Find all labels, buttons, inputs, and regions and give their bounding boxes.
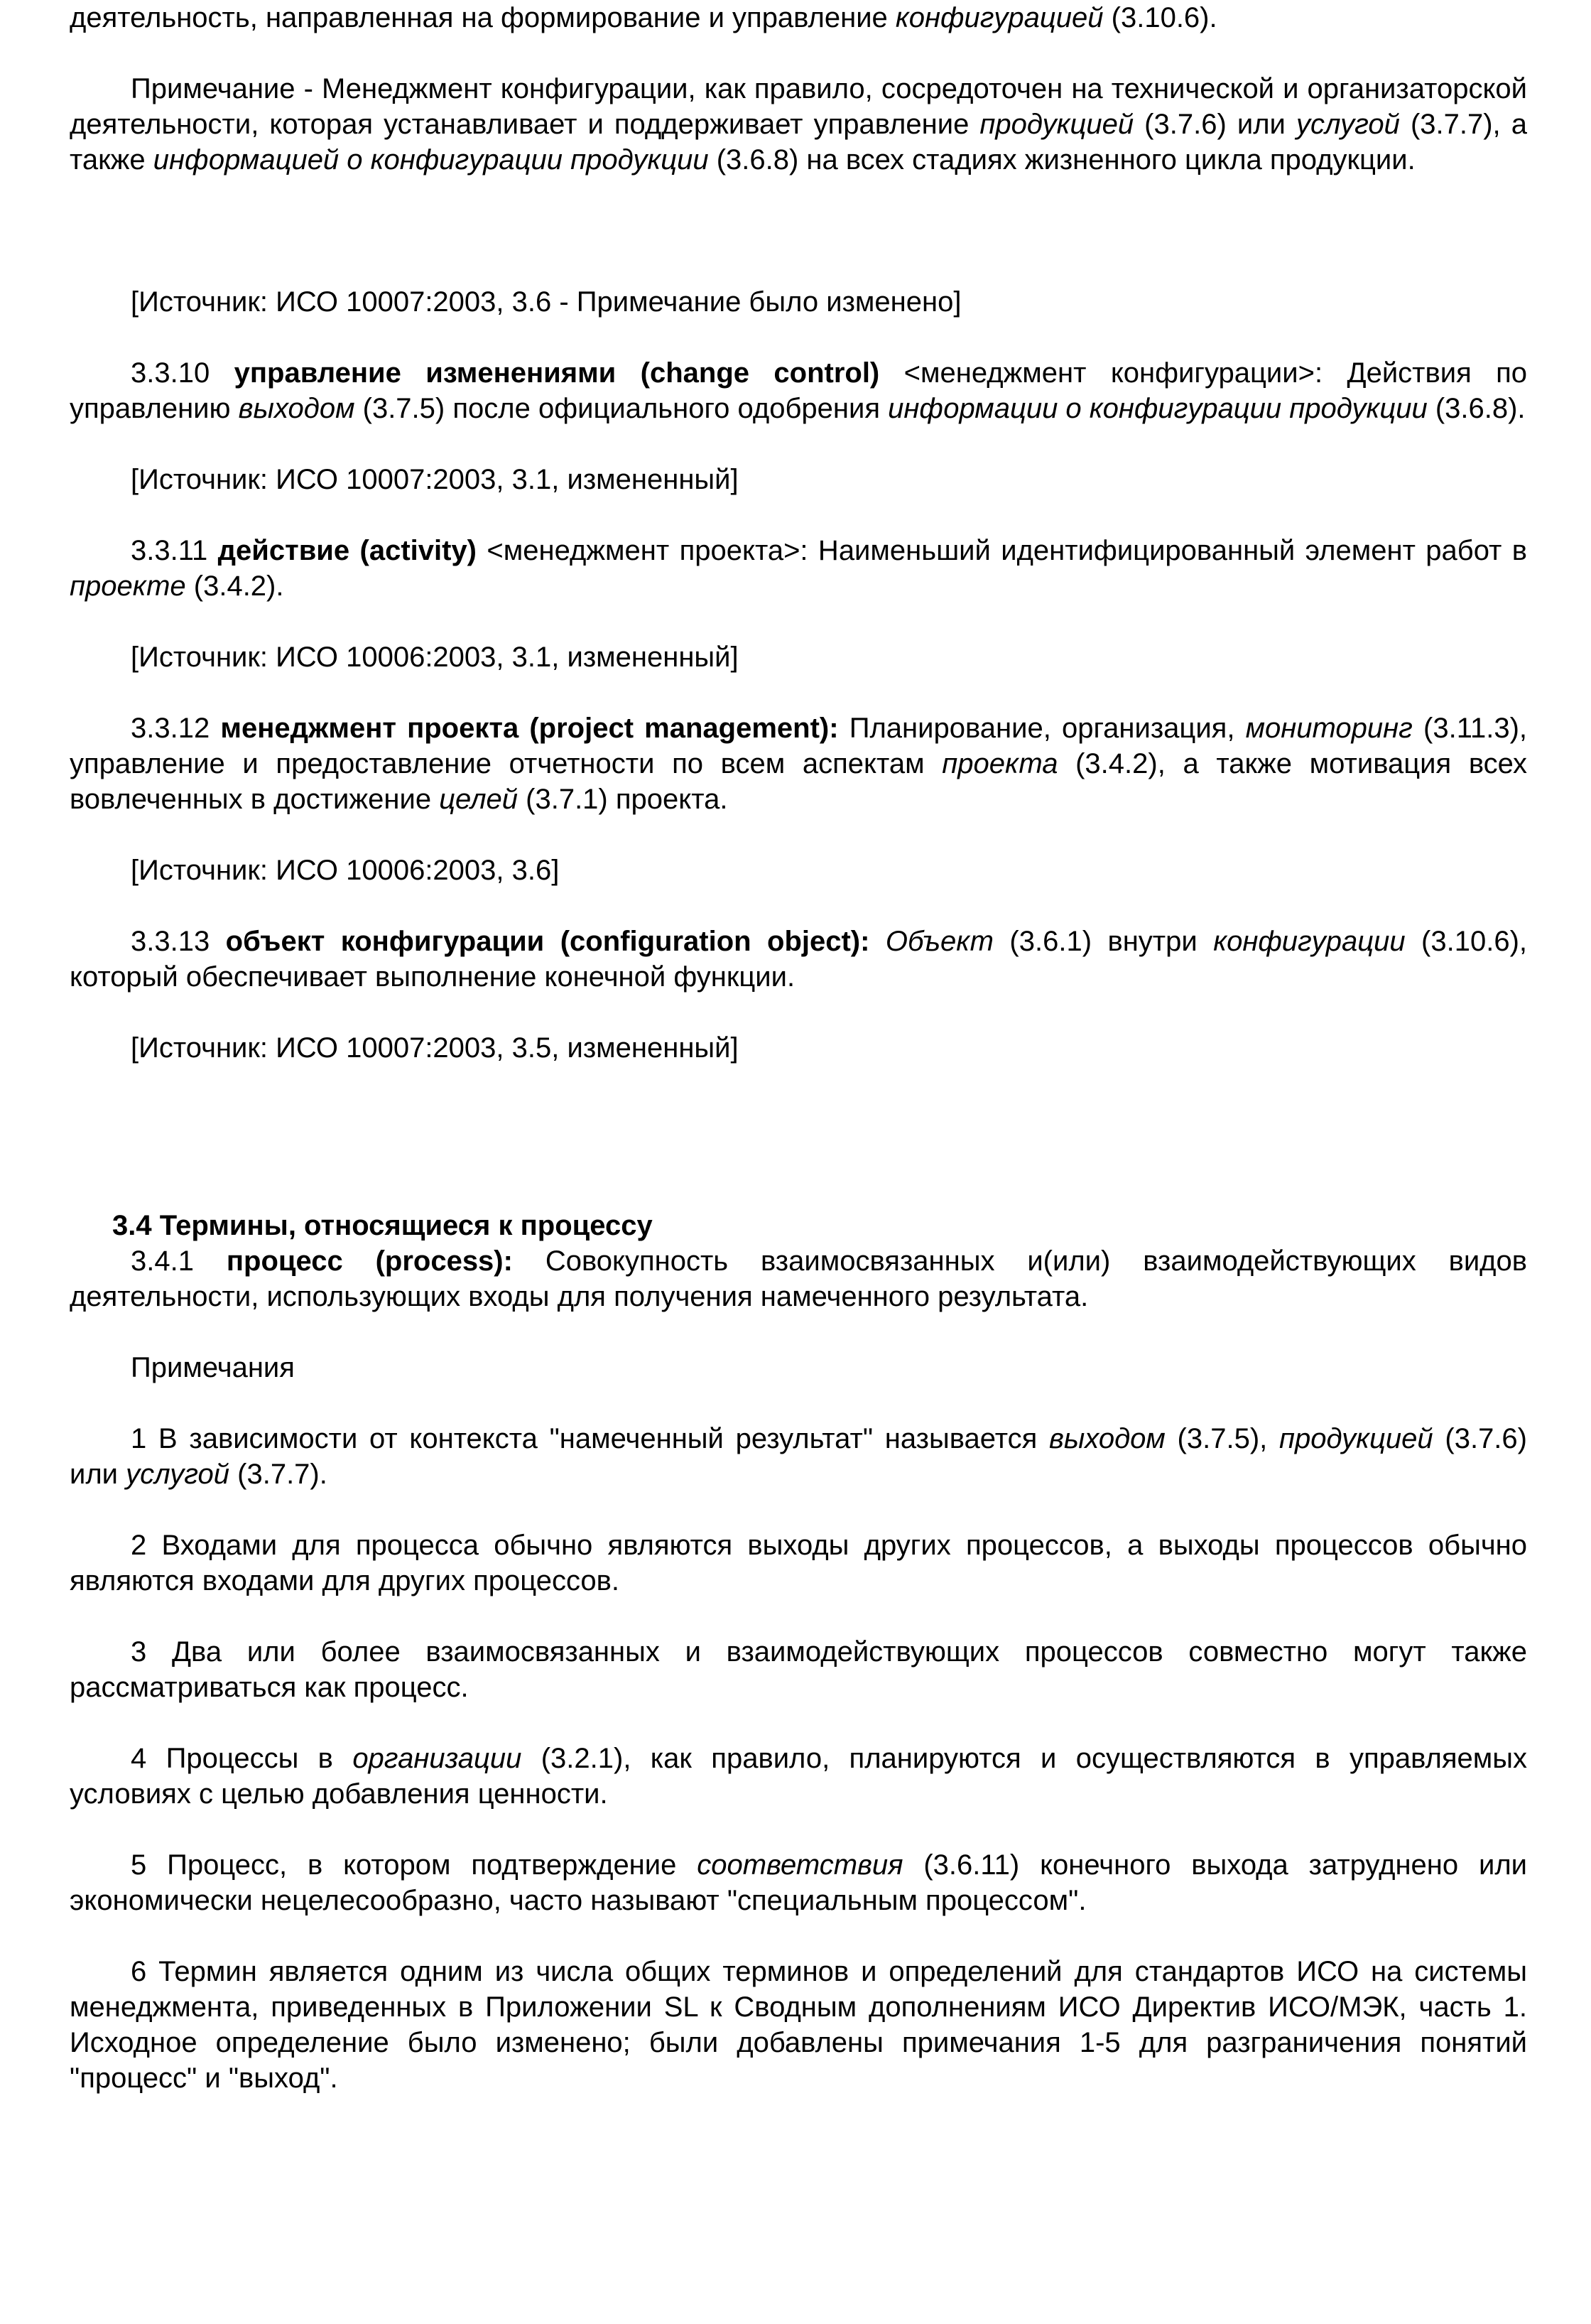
text-run: (3.7.6) или xyxy=(1134,109,1296,140)
cross-reference-term: конфигурацией xyxy=(895,2,1104,33)
text-run: 3.3.12 xyxy=(131,713,221,744)
text-run: (3.4.2), а также мотивация всех вовлеченных в достижение xyxy=(70,748,1528,815)
text-run: Планирование, организация, xyxy=(838,713,1246,744)
text-run: (3.2.1), как правило, планируются и осуществляются в управляемых условиях с целью добавления ценности. xyxy=(70,1743,1527,1810)
source-citation xyxy=(70,284,1527,320)
text-run: [Источник: ИСО 10007:2003, 3.5, измененный] xyxy=(131,1032,739,1064)
term-name: менеджмент проекта (project management): xyxy=(220,713,839,744)
term-3-4-1 xyxy=(70,1243,1527,1314)
cross-reference-term: продукцией xyxy=(979,109,1134,140)
text-run: 3.3.10 xyxy=(131,357,234,389)
text-run: деятельность, направленная на формирование и управление xyxy=(70,2,896,33)
text-run: [Источник: ИСО 10007:2003, 3.1, измененный] xyxy=(131,464,739,495)
text-run: 3.3.11 xyxy=(131,535,218,566)
cross-reference-term: проекте xyxy=(70,571,186,602)
text-run: (3.4.2). xyxy=(185,571,284,602)
term-name: управление изменениями (change control) xyxy=(234,357,880,389)
section-heading-3-4 xyxy=(70,1208,1527,1243)
cross-reference-term: организации xyxy=(352,1743,522,1774)
source-citation xyxy=(70,639,1527,675)
text-run: 3 Два или более взаимосвязанных и взаимодействующих процессов совместно могут также рассматриваться как процесс. xyxy=(70,1636,1527,1703)
term-3-3-10 xyxy=(70,355,1527,426)
cross-reference-term: выходом xyxy=(238,393,355,424)
text-run: [Источник: ИСО 10007:2003, 3.6 - Примечание было изменено] xyxy=(131,286,962,318)
cross-reference-term: информацией о конфигурации продукции xyxy=(153,144,709,175)
cross-reference-term: проекта xyxy=(942,748,1058,779)
cross-reference-term: мониторинг xyxy=(1245,713,1413,744)
note-3 xyxy=(70,1634,1527,1705)
note-6 xyxy=(70,1954,1527,2096)
text-run: 5 Процесс, в котором подтверждение xyxy=(131,1849,697,1881)
text-run: Примечание - Менеджмент конфигурации, как правило, сосредоточен на технической и организаторской деятельности, которая устанавливает и поддерживает управление xyxy=(70,73,1527,140)
text-run: (3.10.6). xyxy=(1103,2,1217,33)
text-run: 3.4.1 xyxy=(131,1245,227,1277)
text-run: 3.4 Термины, относящиеся к процессу xyxy=(112,1210,653,1241)
cross-reference-term: выходом xyxy=(1048,1423,1166,1454)
term-name: объект конфигурации (configuration object): xyxy=(225,926,870,957)
text-run: 1 В зависимости от контекста "намеченный результат" называется xyxy=(131,1423,1049,1454)
note-5 xyxy=(70,1847,1527,1918)
term-3-3-11 xyxy=(70,533,1527,604)
text-run: Совокупность взаимосвязанных и(или) взаимодействующих видов деятельности, использующих входы для получения намеченного результата. xyxy=(70,1245,1528,1312)
text-run: (3.7.7), а также xyxy=(70,109,1527,175)
text-run: 2 Входами для процесса обычно являются выходы других процессов, а выходы процессов обычно являются входами для других процессов. xyxy=(70,1530,1527,1596)
text-run: (3.7.6) или xyxy=(70,1423,1527,1490)
term-3-3-13 xyxy=(70,924,1527,995)
note-2 xyxy=(70,1528,1527,1599)
source-citation xyxy=(70,462,1527,497)
text-run: Примечания xyxy=(131,1352,295,1383)
cross-reference-term: услугой xyxy=(126,1459,230,1490)
text-run: [Источник: ИСО 10006:2003, 3.6] xyxy=(131,855,560,886)
text-run xyxy=(869,926,885,957)
text-run: [Источник: ИСО 10006:2003, 3.1, измененный] xyxy=(131,642,739,673)
text-run: (3.7.7). xyxy=(229,1459,327,1490)
text-run: (3.6.11) конечного выхода затруднено или экономически нецелесообразно, часто называют "специальным процессом". xyxy=(70,1849,1527,1916)
text-run: 3.3.13 xyxy=(131,926,226,957)
note-1 xyxy=(70,1421,1527,1492)
source-citation xyxy=(70,853,1527,888)
note-configuration-management xyxy=(70,71,1527,178)
text-run: (3.7.5) после официального одобрения xyxy=(354,393,889,424)
term-3-3-12 xyxy=(70,710,1527,817)
text-run: (3.6.8). xyxy=(1427,393,1526,424)
text-run: (3.6.8) на всех стадиях жизненного цикла продукции. xyxy=(708,144,1416,175)
paragraph-continuation xyxy=(70,0,1527,36)
cross-reference-term: целей xyxy=(439,784,518,815)
cross-reference-term: конфигурации xyxy=(1213,926,1406,957)
text-run: <менеджмент конфигурации>: Действия по управлению xyxy=(70,357,1528,424)
cross-reference-term: услугой xyxy=(1296,109,1400,140)
text-run: 6 Термин является одним из числа общих терминов и определений для стандартов ИСО на системы менеджмента, приведенных в Приложении SL к Сводным дополнениям ИСО Директив ИСО/МЭК, часть 1. Исходное определение было изменено; были добавлены примечания 1-5 для разграничения понятий "процесс" и "выход". xyxy=(70,1956,1527,2094)
term-name: действие (activity) xyxy=(217,535,477,566)
cross-reference-term: Объект xyxy=(885,926,994,957)
cross-reference-term: продукцией xyxy=(1279,1423,1433,1454)
notes-label xyxy=(70,1350,1527,1385)
text-run: (3.10.6), который обеспечивает выполнение конечной функции. xyxy=(70,926,1527,993)
cross-reference-term: соответствия xyxy=(697,1849,903,1881)
text-run: (3.7.5), xyxy=(1165,1423,1279,1454)
source-citation xyxy=(70,1030,1527,1066)
text-run: (3.11.3), управление и предоставление отчетности по всем аспектам xyxy=(70,713,1528,779)
term-name: процесс (process): xyxy=(226,1245,513,1277)
cross-reference-term: информации о конфигурации продукции xyxy=(888,393,1428,424)
text-run: (3.7.1) проекта. xyxy=(518,784,728,815)
text-run: 4 Процессы в xyxy=(131,1743,353,1774)
text-run: (3.6.1) внутри xyxy=(993,926,1214,957)
text-run: <менеджмент проекта>: Наименьший идентифицированный элемент работ в xyxy=(477,535,1528,566)
note-4 xyxy=(70,1741,1527,1812)
